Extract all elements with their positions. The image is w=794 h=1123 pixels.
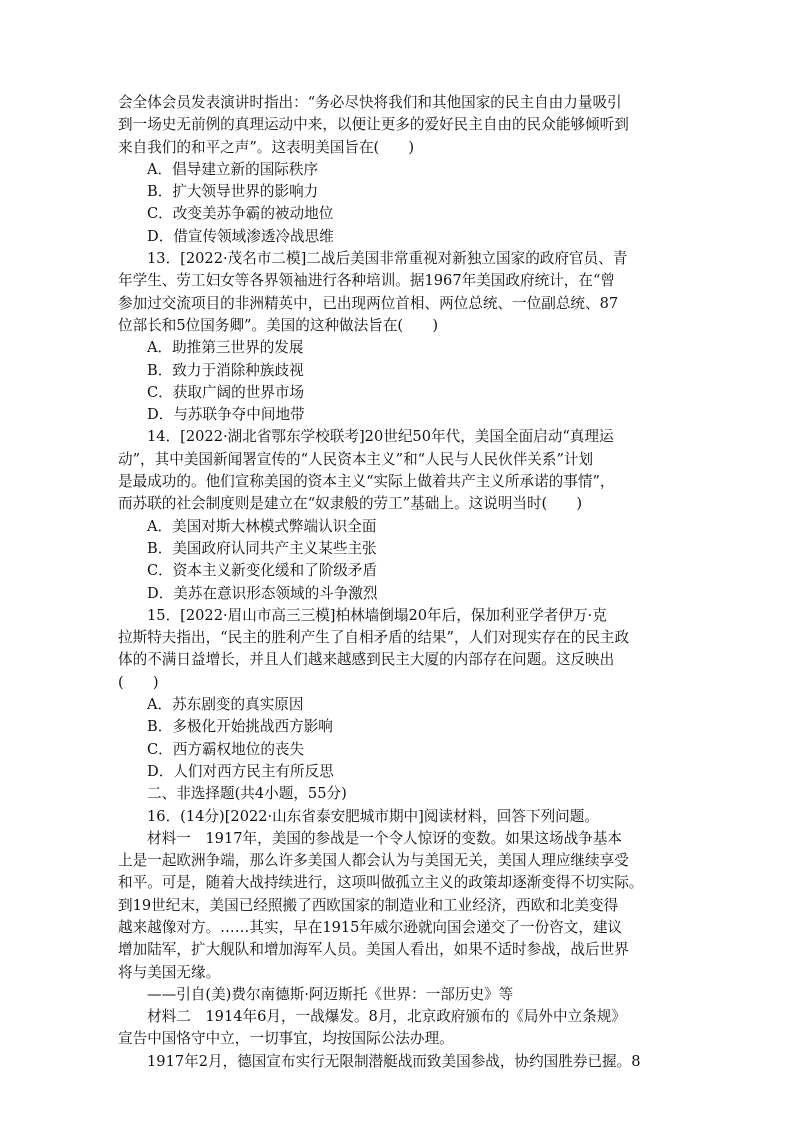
text-line: 增加陆军，扩大舰队和增加海军人员。美国人看出，如果不适时参战，战后世界 xyxy=(118,941,629,959)
material-1-line: 材料一 1917年，美国的参战是一个令人惊讶的变数。如果这场战争基本 xyxy=(147,829,622,847)
option-line: B．致力于消除种族歧视 xyxy=(147,361,304,379)
text-line: 年学生、劳工妇女等各界领袖进行各种培训。据1967年美国政府统计，在“曾 xyxy=(118,272,616,290)
text-line: 动”，其中美国新闻署宣传的“人民资本主义”和“人民与人民伙伴关系”计划 xyxy=(118,450,594,468)
material-2-line: 材料二 1914年6月，一战爆发。8月，北京政府颁布的《局外中立条规》 xyxy=(147,1008,626,1026)
option-line: C．西方霸权地位的丧失 xyxy=(147,740,305,758)
option-line: D．借宣传领域渗透冷战思维 xyxy=(147,227,334,245)
text-line: 位部长和5位国务卿”。美国的这种做法旨在( ) xyxy=(118,316,439,334)
document-page xyxy=(118,92,702,1073)
question-13-stem: 13．[2022·茂名市二模]二战后美国非常重视对新独立国家的政府官员、青 xyxy=(147,250,628,268)
text-line: 到一场史无前例的真理运动中来，以便让更多的爱好民主自由的民众能够倾听到 xyxy=(118,116,629,134)
text-line: 参加过交流项目的非洲精英中，已出现两位首相、两位总统、一位副总统、87 xyxy=(118,294,619,312)
question-14-stem: 14．[2022·湖北省鄂东学校联考]20世纪50年代，美国全面启动“真理运 xyxy=(147,428,614,446)
option-line: B．美国政府认同共产主义某些主张 xyxy=(147,539,377,557)
option-line: A．助推第三世界的发展 xyxy=(147,339,304,357)
section-heading: 二、非选择题(共4小题，55分) xyxy=(147,785,347,803)
option-line: A．倡导建立新的国际秩序 xyxy=(147,160,319,178)
text-line: 来自我们的和平之声”。这表明美国旨在( ) xyxy=(118,138,415,156)
text-line: 会全体会员发表演讲时指出：“务必尽快将我们和其他国家的民主自由力量吸引 xyxy=(118,94,622,111)
text-line: ( ) xyxy=(118,673,159,691)
text-line: 而苏联的社会制度则是建立在“奴隶般的劳工”基础上。这说明当时( ) xyxy=(118,495,583,513)
text-line: 越来越像对方。……其实，早在1915年威尔逊就向国会递交了一份咨文，建议 xyxy=(118,918,623,936)
option-line: B．扩大领导世界的影响力 xyxy=(147,183,319,201)
text-line: 将与美国无缘。 xyxy=(118,963,221,981)
text-line: 1917年2月，德国宣布实行无限制潜艇战而致美国参战，协约国胜券已握。8 xyxy=(147,1052,641,1070)
question-16-stem: 16．(14分)[2022·山东省泰安肥城市期中]阅读材料，回答下列问题。 xyxy=(147,807,599,825)
option-line: D．与苏联争夺中间地带 xyxy=(147,406,305,424)
citation-line: ——引自(美)费尔南德斯·阿迈斯托《世界：一部历史》等 xyxy=(147,985,514,1003)
text-line: 上是一起欧洲争端，那么许多美国人都会认为与美国无关，美国人理应继续享受 xyxy=(118,852,629,870)
option-line: A．苏东剧变的真实原因 xyxy=(147,696,304,714)
option-line: D．美苏在意识形态领域的斗争激烈 xyxy=(147,584,378,602)
option-line: B．多极化开始挑战西方影响 xyxy=(147,718,333,736)
text-line: 是最成功的。他们宣称美国的资本主义“实际上做着共产主义所承诺的事情”， xyxy=(118,473,615,491)
option-line: C．资本主义新变化缓和了阶级矛盾 xyxy=(147,562,378,580)
option-line: D．人们对西方民主有所反思 xyxy=(147,762,334,780)
text-line: 宣告中国恪守中立，一切事宜，均按国际公法办理。 xyxy=(118,1030,454,1048)
option-line: A．美国对斯大林模式弊端认识全面 xyxy=(147,517,377,535)
text-line: 到19世纪末，美国已经照搬了西欧国家的制造业和工业经济，西欧和北美变得 xyxy=(118,896,619,914)
option-line: C．改变美苏争霸的被动地位 xyxy=(147,205,334,223)
option-line: C．获取广阔的世界市场 xyxy=(147,383,305,401)
question-15-stem: 15．[2022·眉山市高三三模]柏林墙倒塌20年后，保加利亚学者伊万·克 xyxy=(147,606,607,624)
text-line: 拉斯特夫指出，“民主的胜利产生了自相矛盾的结果”，人们对现实存在的民主政 xyxy=(118,629,630,647)
text-line: 和平。可是，随着大战持续进行，这项叫做孤立主义的政策却逐渐变得不切实际。 xyxy=(118,874,644,892)
text-line: 体的不满日益增长，并且人们越来越感到民主大厦的内部存在问题。这反映出 xyxy=(118,651,615,669)
